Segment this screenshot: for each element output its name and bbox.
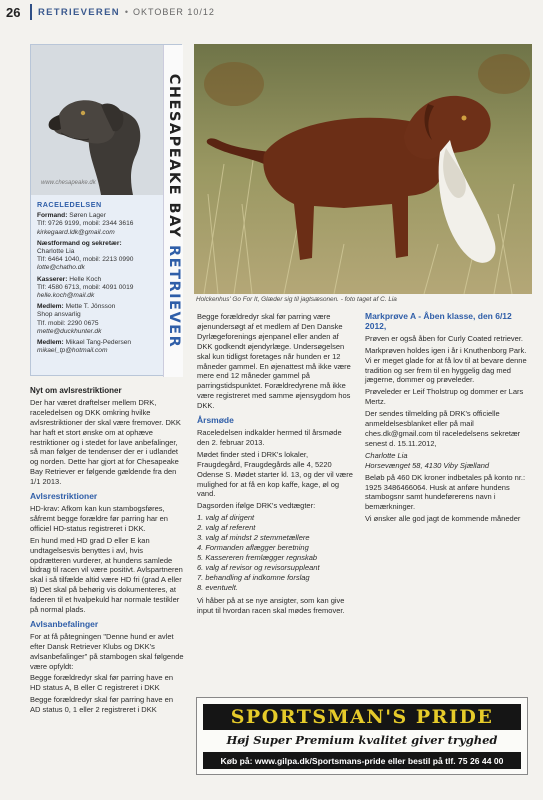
para-aars3: Dagsorden ifølge DRK's vedtægter:: [197, 501, 316, 511]
breed-info-box: [30, 44, 182, 376]
agenda-item: 6. valg af revisor og revisorsuppleant: [197, 562, 320, 572]
agenda-item: 2. valg af referent: [197, 523, 256, 533]
agenda-item: 4. Formanden aflægger beretning: [197, 542, 309, 552]
board-heading: RACELEDELSEN: [37, 200, 102, 209]
para-anb3: Begge forældredyr skal før parring have en AD status 0, 1 eller 2 registreret i DKK: [30, 695, 173, 715]
agenda-item: 8. eventuelt.: [197, 582, 238, 592]
para-mark1: Prøven er også åben for Curly Coated retriever.: [365, 333, 523, 343]
para-aars4: Vi håber på at se nye ansigter, som kan give input til hvordan racen skal mødes fremover.: [197, 596, 345, 616]
ad-brand: SPORTSMAN'S PRIDE: [230, 706, 494, 728]
heading-markproeve: Markprøve A - Åben klasse, den 6/12 2012,: [365, 311, 512, 331]
agenda-item: 5. Kassereren fremlægger regnskab: [197, 552, 318, 562]
heading-avlsanbefalinger: Avlsanbefalinger: [30, 618, 99, 629]
photo-watermark: www.chesapeake.dk: [41, 180, 96, 186]
breed-name-retriever: RETRIEVER: [166, 245, 182, 349]
agenda-list: [197, 513, 355, 592]
email-link[interactable]: mikael_tp@hotmail.com: [37, 347, 108, 355]
para-intro: Begge forældredyr skal før parring være øjenundersøgt af et medlem af Den Danske Dyrlægeforenings øjenpanel eller anden af DKK godkendt øjendyrlæge. Undersøgelsen skal kun tidligst foretages når hunden er 12 måneder gammel. En øjenattest må ikke være mere end 12 måneder gammel på parringstidspunktet. Forældredyrene må ikke være registreret med samme øjensygdom hos DKK.: [197, 312, 351, 411]
para-aars2: Mødet finder sted i DRK's lokaler, Fraugdegård, Fraugdegårds alle 4, 5220 Odense S. Mødet starter kl. 13, og der vil være mulighed for at få en kop kaffe, kage, øl og vand.: [197, 449, 353, 499]
contact-address: Horsevænget 58, 4130 Viby Sjælland: [365, 460, 490, 470]
email-link[interactable]: mette@duckhunter.dk: [37, 327, 102, 335]
board-member: Formand: Søren Lager Tlf: 9726 9199, mobil: 2344 3616 kirkegaard.ldk@gmail.com: [37, 212, 134, 236]
para-anb2: Begge forældredyr skal før parring have en HD status A, B eller C registreret i DKK: [30, 673, 173, 693]
chesapeake-dog-icon: [31, 45, 163, 195]
email-link[interactable]: kirkegaard.ldk@gmail.com: [37, 228, 115, 236]
contact-name: Charlotte Lia: [365, 450, 408, 460]
email-link[interactable]: helle.koch@mail.dk: [37, 292, 95, 300]
board-contacts: [37, 201, 161, 358]
page-number: 26: [6, 4, 21, 20]
para-anb1: For at få påtegningen "Denne hund er avlet efter Dansk Retriever Klubs og DKK's avlsanbefalinger" på stambogen skal følgende være opfyldt:: [30, 631, 184, 671]
ad-brand-banner: [203, 704, 521, 730]
agenda-item: 3. valg af mindst 2 stemmetællere: [197, 533, 310, 543]
heading-aarsmoede: Årsmøde: [197, 415, 234, 426]
para-avl2: En hund med HD grad D eller E kan undtagelsesvis benyttes i avl, hvis opdrætteren vurderer, at hundens samlede bidrag til racen vil være positivt. Avlspartneren skal i så tilfælde altid være HD fri (grad A eller B) Det skal på behørig vis dokumenteres, at faderen til et hvalpekuld har normale testikler på normal plads.: [30, 535, 183, 615]
para-mark2: Markprøven holdes igen i år i Knuthenborg Park. Vi er meget glade for at få lov til at bevare denne tradition og ser frem til en hyggelig dag med jægerne, dommer og prøveleder.: [365, 345, 527, 385]
para-mark6: Vi ønsker alle god jagt de kommende måneder: [365, 514, 521, 524]
agenda-item: 1. valg af dirigent: [197, 513, 255, 523]
heading-nyt: Nyt om avlsrestriktioner: [30, 386, 122, 395]
board-member: Kasserer: Helle Koch Tlf: 4580 6713, mobil: 4091 0019 helle.koch@mail.dk: [37, 275, 134, 300]
page-header: [6, 3, 537, 21]
column-middle: [197, 312, 355, 618]
dog-portrait-photo: [31, 45, 163, 195]
sportsmans-pride-ad[interactable]: [196, 697, 528, 775]
magazine-title: RETRIEVEREN: [38, 6, 120, 18]
breed-name-part: CHESAPEAKE BAY: [166, 73, 182, 239]
dog-retrieving-rabbit-icon: [194, 44, 532, 294]
hero-photo: [194, 44, 532, 294]
header-divider: [30, 4, 32, 20]
agenda-item: 7. behandling af indkomne forslag: [197, 572, 310, 582]
board-member: Medlem: Mette T. Jönsson Shop ansvarlig Tlf. mobil: 2290 0675 mette@duckhunter.dk: [37, 303, 116, 335]
vertical-breed-title: [163, 45, 183, 377]
para-mark3: Prøveleder er Leif Tholstrup og dommer er Lars Mertz.: [365, 387, 524, 407]
para-mark5: Beløb på 460 DK kroner indbetales på konto nr.: 1925 3486466064. Husk at anføre hundens stambogsnr samt hundeførerens navn i bemærkninger.: [365, 472, 526, 512]
para-mark4: Der sendes tilmelding på DRK's officielle anmeldelsesblanket eller på mail ches.dk@gmail.com til raceledelsens sekretær senest d. 15.11.2012,: [365, 409, 521, 448]
email-link[interactable]: lotte@chatho.dk: [37, 264, 85, 272]
column-right: [365, 312, 527, 526]
board-member: Næstformand og sekretær: Charlotte Lia Tlf: 6464 1040, mobil: 2213 0990 lotte@chatho.dk: [37, 239, 134, 272]
heading-avlsrestriktioner: Avlsrestriktioner: [30, 491, 98, 502]
header-separator: •: [124, 7, 129, 17]
para-aars1: Raceledelsen indkalder hermed til årsmøde den 2. februar 2013.: [197, 427, 342, 447]
board-member: Medlem: Mikael Tang-Pedersen mikael_tp@hotmail.com: [37, 339, 132, 355]
para-avl1: HD-krav: Afkom kan kun stambogsføres, såfremt begge forældre før parring har en officiel HD-status registreret i DKK.: [30, 503, 168, 533]
ad-footer-bar: [203, 752, 521, 769]
photo-caption: Holckenhus' Go For It, Glæder sig til jagtsæsonen. - foto taget af C. Lia: [196, 296, 397, 303]
para-nyt: Der har været drøftelser mellem DRK, raceledelsen og DKK omkring hvilke avlsrestriktioner der skal være fremover. DKK har haft et stort ønske om at ophæve restriktioner og i stedet for lave anbefalinger, så man følger de tendenser der er i udlandet og norden. Dette har gjort at for Chesapeake Bay Retriever er følgende gældende fra den 1/1 2013.: [30, 397, 181, 487]
column-left: [30, 386, 185, 717]
ad-tagline: Høj Super Premium kvalitet giver tryghed: [226, 733, 498, 747]
ad-purchase-link[interactable]: Køb på: www.gilpa.dk/Sportsmans-pride eller bestil på tlf. 75 26 44 00: [220, 755, 504, 766]
issue-label: OKTOBER 10/12: [133, 7, 215, 17]
